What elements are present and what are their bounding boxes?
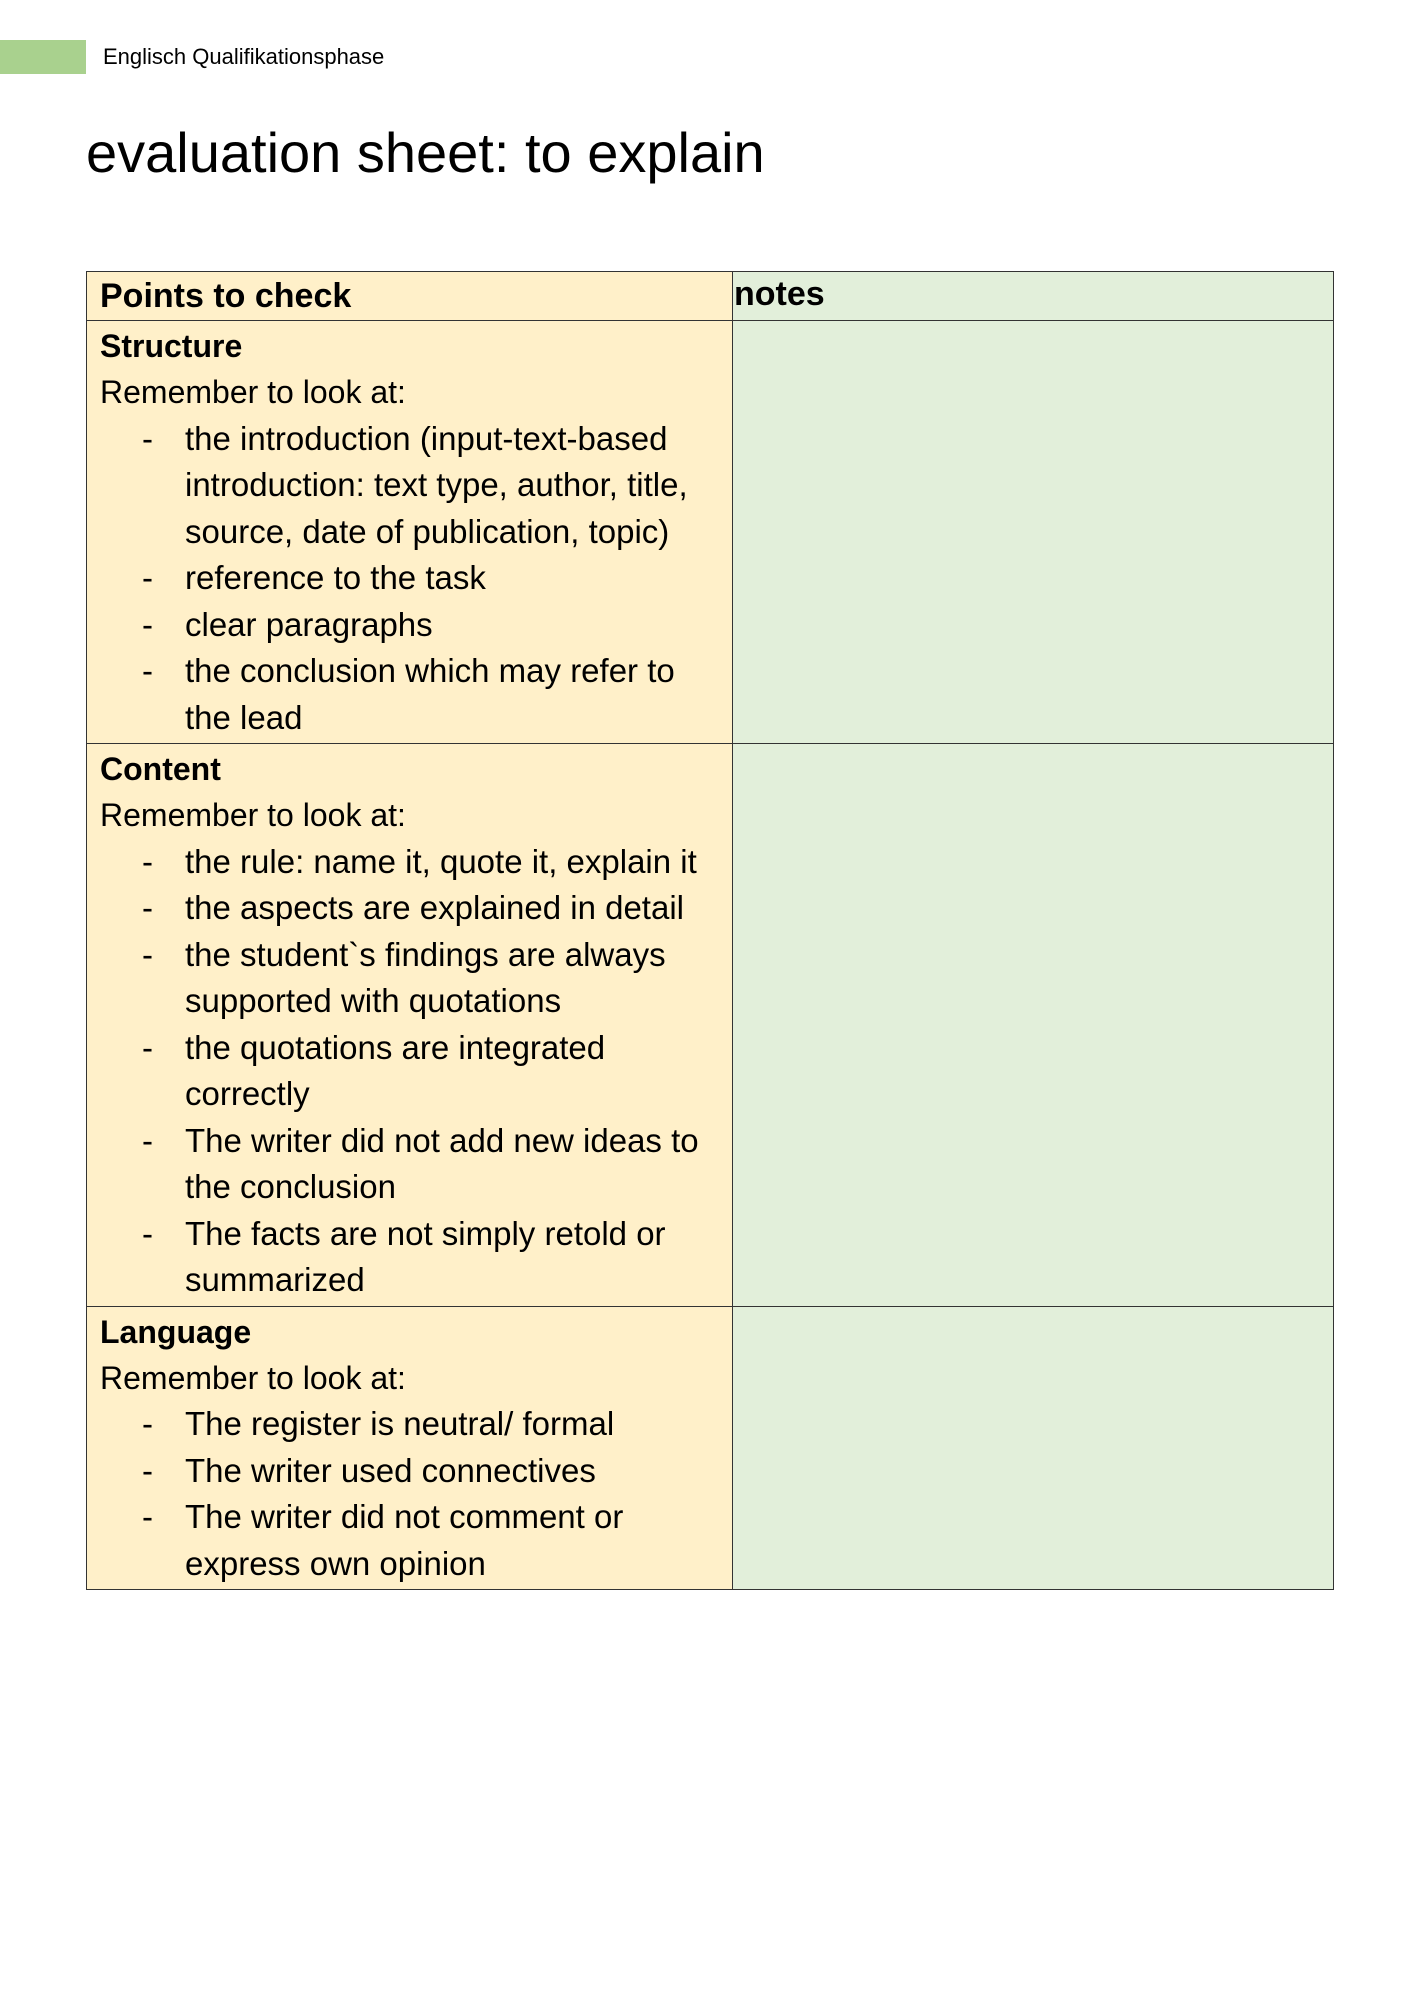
section-title: Structure [100, 328, 243, 364]
header-accent-bar [0, 40, 86, 74]
checklist-item: - The facts are not simply retold or summarized [142, 1214, 666, 1298]
checklist-item: - reference to the task [142, 559, 486, 596]
column-header-points: Points to check [87, 272, 733, 321]
checklist-item: - the student`s findings are always supported with quotations [142, 935, 666, 1019]
checklist-item: - the introduction (input-text-based introduction: text type, author, title, source, date of publication, topic) [142, 419, 688, 550]
section-title: Language [100, 1313, 252, 1350]
header-label: Englisch Qualifikationsphase [103, 44, 385, 69]
notes-cell-language[interactable] [733, 1306, 1334, 1590]
points-cell-content [87, 744, 733, 1307]
checklist-item: - the conclusion which may refer to the lead [142, 652, 675, 736]
checklist-item: - The writer did not add new ideas to the conclusion [142, 1121, 699, 1205]
notes-cell-structure[interactable] [733, 321, 1334, 744]
table-row-structure [87, 321, 1334, 744]
table-row-language [87, 1306, 1334, 1590]
checklist [100, 1401, 720, 1587]
evaluation-table [86, 271, 1334, 1590]
points-cell-language [87, 1306, 733, 1590]
checklist-item: - the aspects are explained in detail [142, 889, 684, 926]
checklist-item: - the rule: name it, quote it, explain it [142, 842, 697, 880]
section-intro: Remember to look at: [100, 1359, 406, 1396]
checklist-item: - The register is neutral/ formal [142, 1405, 615, 1442]
notes-cell-content[interactable] [733, 744, 1334, 1307]
page-title: evaluation sheet: to explain [86, 121, 765, 184]
column-header-notes: notes [733, 272, 1334, 321]
checklist-item: - The writer did not comment or express own opinion [142, 1498, 624, 1582]
section-title: Content [100, 751, 221, 787]
checklist-item: - clear paragraphs [142, 605, 433, 643]
table-header-row [87, 272, 1334, 321]
checklist [100, 416, 720, 742]
section-intro: Remember to look at: [100, 797, 406, 833]
checklist-item: - the quotations are integrated correctly [142, 1028, 606, 1112]
points-cell-structure [87, 321, 733, 744]
table-row-content [87, 744, 1334, 1307]
section-intro: Remember to look at: [100, 374, 406, 410]
checklist-item: - The writer used connectives [142, 1451, 596, 1489]
checklist [100, 839, 720, 1304]
